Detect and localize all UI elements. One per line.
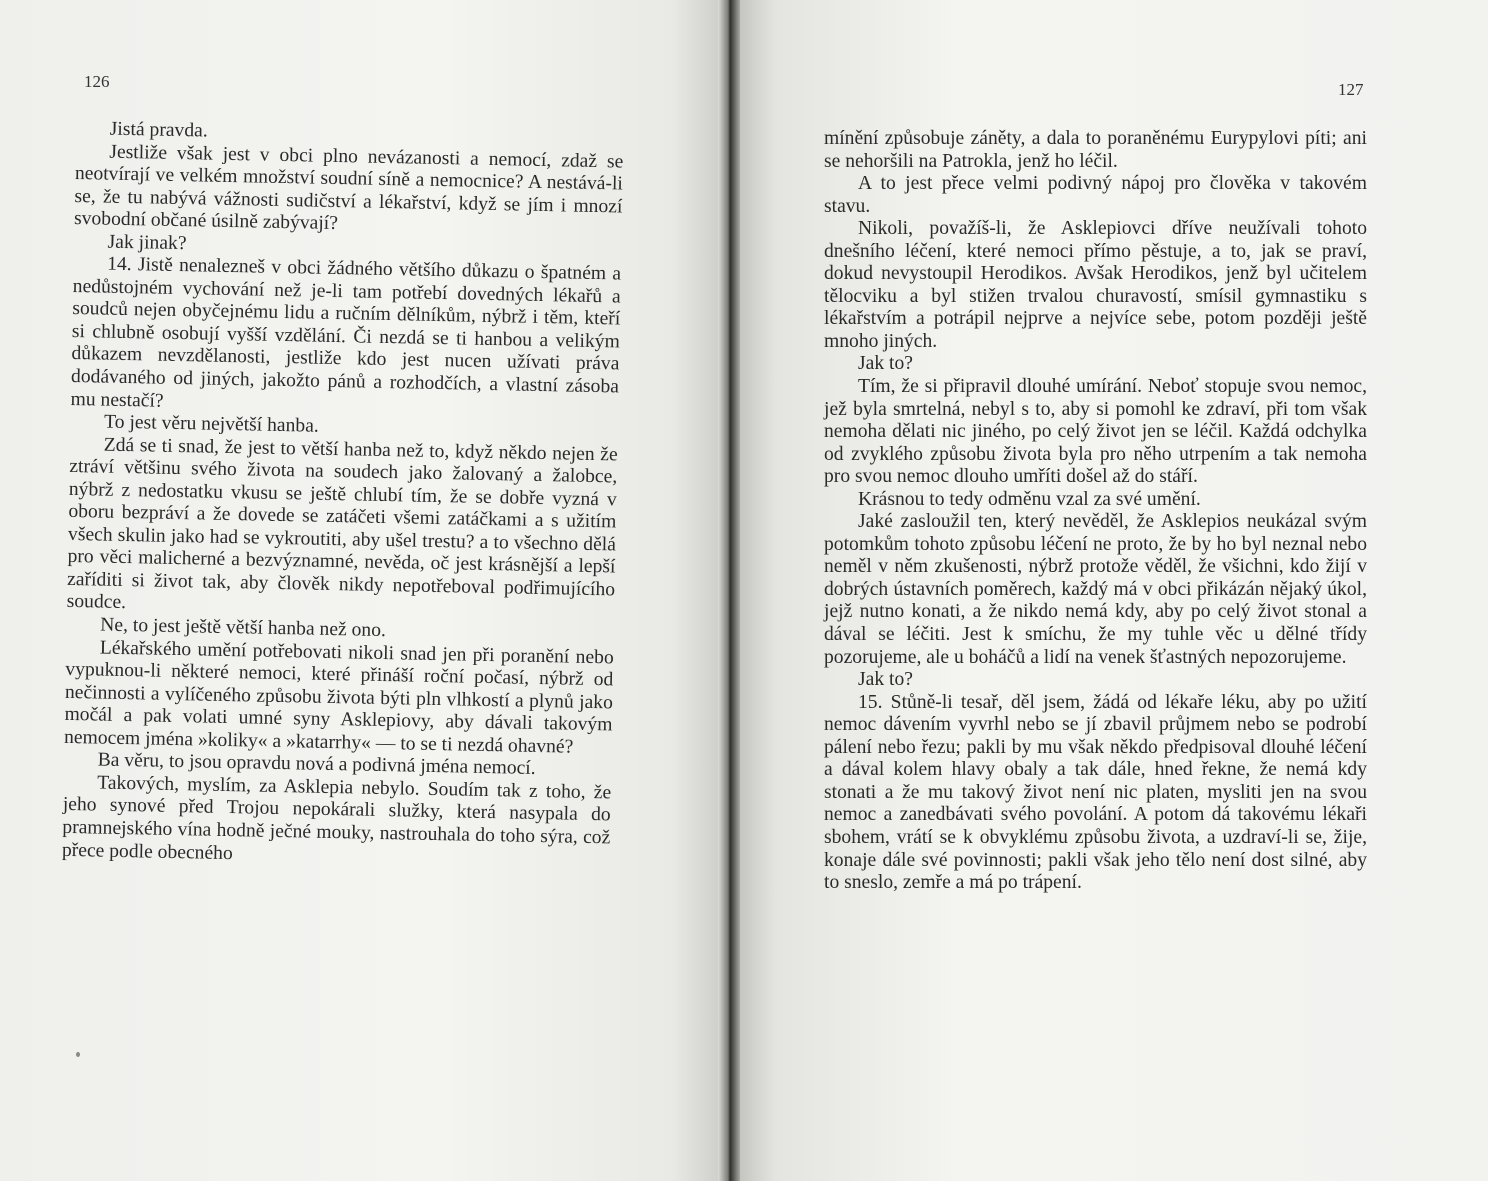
paragraph: mínění způsobuje záněty, a dala to poraněnému Eurypylovi píti; ani se nehoršili na Patrokla, jenž ho léčil. [824, 128, 1367, 172]
paragraph: Ne, to jest ještě větší hanba než ono. [100, 614, 387, 642]
paper-speck [76, 1052, 80, 1057]
paragraph: Jak to? [858, 353, 913, 375]
paragraph: Krásnou to tedy odměnu vzal za své umění. [858, 488, 1201, 510]
page-text [824, 128, 1367, 895]
paragraph: Ba věru, to jsou opravdu nová a podivná jména nemocí. [97, 749, 536, 780]
paragraph: Zdá se ti snad, že jest to větší hanba než to, když někdo nejen že ztráví většinu svého života na soudech jako žalovaný a žalobce, nýbrž z nedostatku vkusu se ještě chlubí tím, že se dobře vyzná v oboru bezpráví a že dovede se zatáčeti všemi zatáčkami a s užitím všech skulin jako had se vykroutiti, aby ušel trestu? a to všechno dělá pro věci malicherné a bezvýznamné, nevěda, oč jest krásnější a lepší zaříditi si život tak, aby člověk nikdy nepotřeboval podřimujícího soudce. [66, 434, 618, 614]
page-text [62, 118, 624, 872]
paragraph: Jak to? [858, 669, 913, 691]
paragraph: A to jest přece velmi podivný nápoj pro člověka v takovém stavu. [824, 173, 1367, 217]
right-page [730, 0, 1488, 1181]
paragraph: 14. Jistě nenalezneš v obci žádného většího důkazu o špatném a nedůstojném vychování než je-li tam potřebí dovedných lékařů a soudců nejen obyčejnému lidu a ručním dělníkům, nýbrž i těm, kteří si chlubně osobují vyšší vzdělání. Či nezdá se ti hanbou a velikým důkazem nevzdělanosti, jestliže kdo jest nucen užívati práva dodávaného od jiných, jakožto pánů a rozhodčích, a vlastní zásoba mu nestačí? [70, 253, 622, 412]
paragraph: Jestliže však jest v obci plno nevázanosti a nemocí, zdaž se neotvírají ve velkém množství soudní síně a nemocnice? A nestává-li se, že tu nabývá vážnosti sudičství a lékařství, když se jím i mnozí svobodní občané úsilně zabývají? [73, 141, 624, 235]
paragraph: Jaké zasloužil ten, který nevěděl, že Asklepios neukázal svým potomkům tohoto způsobu léčení ne proto, že by ho byl neznal nebo neměl v něm zkušenosti, nýbrž protože věděl, že všichni, kdo žijí v dobrých ústavních poměrech, každý má v obci přikázán nějaký úkol, jejž nutno konati, a že nikdo nemá kdy, aby po celý život stonal a dával se léčiti. Jest k smíchu, že my tuhle věc u dělné třídy pozorujeme, ale u boháčů a lidí na venek šťastných nepozorujeme. [824, 511, 1367, 668]
paragraph: Nikoli, považíš-li, že Asklepiovci dříve neužívali tohoto dnešního léčení, které nemoci přímo pěstuje, a to, jak se praví, dokud nevystoupil Herodikos. Avšak Herodikos, jenž byl učitelem tělocviku a byl stižen trvalou churavostí, smísil gymnastiku s lékařstvím a potrápil nejprve a nejvíce sebe, potom později ještě mnoho jiných. [824, 218, 1367, 352]
paragraph: Lékařského umění potřebovati nikoli snad jen při poranění nebo vypuknou-li některé nemoci, které přináší roční počasí, nýbrž od nečinnosti a vylíčeného způsobu života býti pln vlhkostí a plynů jako močál a pak volati umné syny Asklepiovy, aby dávali takovým nemocem jména »koliky« a »katarrhy« — to se ti nezdá ohavné? [63, 637, 614, 758]
paragraph: Takových, myslím, za Asklepia nebylo. Soudím tak z toho, že jeho synové před Trojou nepokárali služky, která nasypala do pramnejského vína hodně ječné mouky, nastrouhala do toho sýra, což přece podle obecného [61, 772, 612, 864]
paragraph: Tím, že si připravil dlouhé umírání. Neboť stopuje svou nemoc, jež byla smrtelná, nebyl s to, aby si pomohl ke zdraví, při tom však nemoha dělati nic jiného, po celý život jen se léčil. Každá odchylka od zvyklého způsobu života byla pro něho utrpením a tak nemoha pro svou nemoc dlouho umříti došel až do stáří. [824, 376, 1367, 488]
left-page [0, 0, 730, 1181]
paragraph: To jest věru největší hanba. [103, 411, 319, 437]
book-gutter [718, 0, 740, 1181]
paragraph: Jistá pravda. [109, 118, 208, 142]
paragraph: Jak jinak? [107, 231, 187, 254]
page-number: 127 [1338, 80, 1364, 99]
paragraph: 15. Stůně-li tesař, děl jsem, žádá od lékaře léku, aby po užití nemoc dávením vyvrhl nebo se jí zbavil průjmem nebo se podrobí pálení nebo řezu; pakli by mu však někdo předpisoval dlouhé léčení a dával kolem hlavy obaly a tak dále, hned řekne, že nemá kdy stonati a že mu takový život není nic platen, mysliti jen na svou nemoc a zanedbávati svého povolání. A potom dá takovému lékaři sbohem, vrátí se k obvyklému způsobu života, a uzdraví-li se, žije, konaje dále své povinnosti; pakli však jeho tělo není dost silné, aby to sneslo, zemře a má po trápení. [824, 691, 1367, 894]
page-number: 126 [84, 72, 110, 91]
